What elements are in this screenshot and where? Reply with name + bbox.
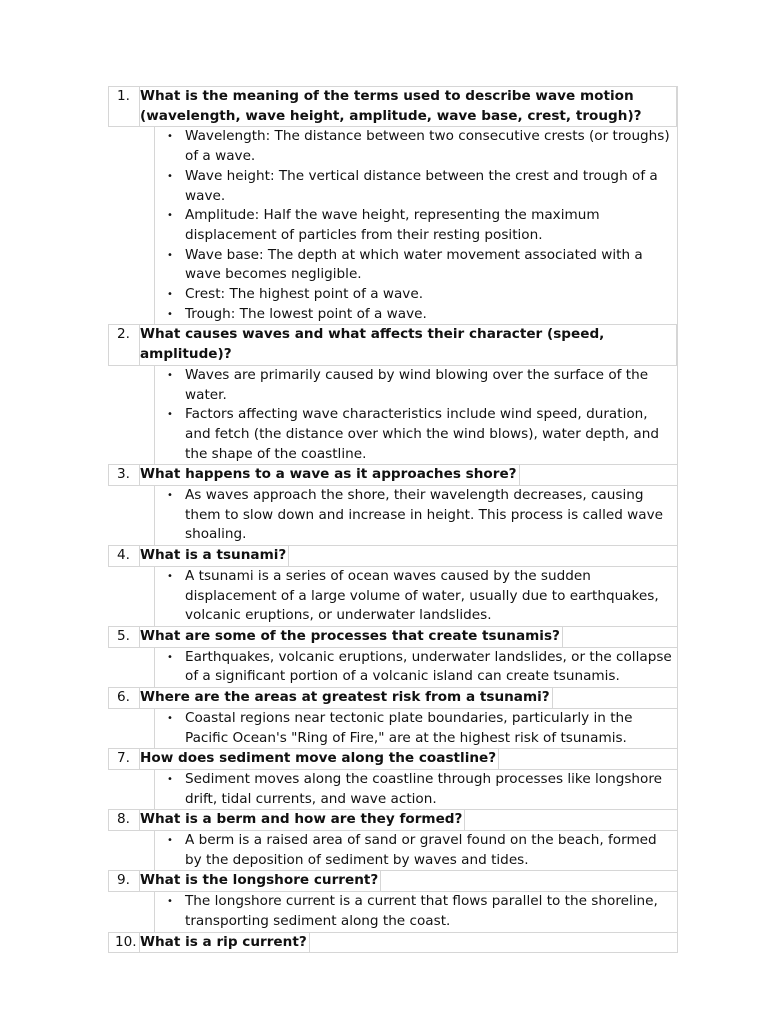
- question-row: [108, 464, 678, 486]
- answer-text: Waves are primarily caused by wind blowing over the surface of the water.: [185, 366, 649, 403]
- answer-block: [154, 647, 678, 688]
- question-text: What causes waves and what affects their character (speed, amplitude)?: [140, 325, 677, 364]
- list-item: [155, 285, 673, 305]
- bullet-icon: •: [167, 570, 173, 582]
- list-item: [155, 167, 673, 206]
- bullet-icon: •: [167, 651, 173, 663]
- list-item: [155, 486, 673, 545]
- answer-block: [154, 126, 678, 325]
- answer-list: [155, 127, 677, 324]
- answer-text: A tsunami is a series of ocean waves caused by the sudden displacement of a large volume of water, usually due to earthquakes, volcanic eruptions, or underwater landslides.: [185, 567, 659, 624]
- question-row: [108, 687, 678, 709]
- question-number: 2.: [109, 325, 140, 364]
- answer-text: As waves approach the shore, their wavelength decreases, causing them to slow down and increase in height. This process is called wave shoaling.: [185, 487, 664, 543]
- question-text: What is a rip current?: [140, 933, 310, 953]
- bullet-icon: •: [167, 308, 173, 320]
- question-row: [108, 86, 678, 127]
- question-number: 3.: [109, 465, 140, 485]
- bullet-icon: •: [167, 369, 173, 381]
- list-item: [155, 127, 673, 166]
- answer-text: Earthquakes, volcanic eruptions, underwater landslides, or the collapse of a significant portion of a volcanic island can create tsunamis.: [185, 648, 672, 685]
- answer-block: [154, 708, 678, 749]
- answer-list: [155, 486, 677, 545]
- question-number: 8.: [109, 810, 140, 830]
- answer-list: [155, 709, 677, 748]
- answer-text: Wavelength: The distance between two consecutive crests (or troughs) of a wave.: [185, 128, 670, 165]
- bullet-icon: •: [167, 210, 173, 222]
- answer-text: Trough: The lowest point of a wave.: [185, 305, 427, 322]
- list-item: [155, 567, 673, 626]
- answer-list: [155, 648, 677, 687]
- bullet-icon: •: [167, 773, 173, 785]
- answer-text: The longshore current is a current that flows parallel to the shoreline, transporting sediment along the coast.: [185, 893, 658, 929]
- list-item: [155, 831, 673, 870]
- bullet-icon: •: [167, 712, 173, 724]
- question-text: What happens to a wave as it approaches shore?: [140, 465, 520, 485]
- answer-block: [154, 365, 678, 466]
- question-row: [108, 809, 678, 831]
- answer-text: Crest: The highest point of a wave.: [185, 286, 424, 303]
- question-number: 5.: [109, 627, 140, 647]
- list-item: [155, 366, 673, 405]
- question-number: 6.: [109, 688, 140, 708]
- question-row: [108, 626, 678, 648]
- bullet-icon: •: [167, 409, 173, 421]
- question-text: Where are the areas at greatest risk from a tsunami?: [140, 688, 553, 708]
- question-number: 9.: [109, 871, 140, 891]
- list-item: [155, 206, 673, 245]
- question-number: 4.: [109, 546, 140, 566]
- question-number: 1.: [109, 87, 140, 126]
- answer-block: [154, 830, 678, 871]
- list-item: [155, 305, 673, 325]
- qa-document: [108, 87, 678, 953]
- bullet-icon: •: [167, 170, 173, 182]
- bullet-icon: •: [167, 289, 173, 301]
- answer-text: Coastal regions near tectonic plate boundaries, particularly in the Pacific Ocean's "Ring of Fire," are at the highest risk of tsunamis.: [185, 709, 633, 746]
- answer-block: [154, 891, 678, 932]
- answer-block: [154, 485, 678, 546]
- question-text: What are some of the processes that create tsunamis?: [140, 627, 563, 647]
- question-row: [108, 324, 678, 365]
- answer-text: Factors affecting wave characteristics include wind speed, duration, and fetch (the distance over which the wind blows), water depth, and the shape of the coastline.: [185, 406, 659, 462]
- answer-block: [154, 769, 678, 810]
- question-number: 7.: [109, 749, 140, 769]
- bullet-icon: •: [167, 131, 173, 143]
- answer-list: [155, 770, 677, 809]
- question-row: [108, 870, 678, 892]
- answer-text: Wave base: The depth at which water movement associated with a wave becomes negligible.: [185, 246, 643, 283]
- question-row: [108, 932, 678, 954]
- answer-list: [155, 831, 677, 870]
- list-item: [155, 648, 673, 687]
- question-row: [108, 545, 678, 567]
- question-text: What is the meaning of the terms used to describe wave motion (wavelength, wave height, amplitude, wave base, crest, trough)?: [140, 87, 677, 126]
- bullet-icon: •: [167, 490, 173, 502]
- question-number: 10.: [109, 933, 140, 953]
- bullet-icon: •: [167, 249, 173, 261]
- answer-text: Sediment moves along the coastline through processes like longshore drift, tidal currents, and wave action.: [185, 770, 663, 807]
- list-item: [155, 770, 673, 809]
- question-text: What is the longshore current?: [140, 871, 381, 891]
- question-text: How does sediment move along the coastline?: [140, 749, 499, 769]
- list-item: [155, 892, 673, 931]
- question-row: [108, 748, 678, 770]
- answer-list: [155, 892, 677, 931]
- list-item: [155, 405, 673, 464]
- question-text: What is a berm and how are they formed?: [140, 810, 465, 830]
- bullet-icon: •: [167, 896, 173, 908]
- answer-list: [155, 567, 677, 626]
- answer-text: A berm is a raised area of sand or gravel found on the beach, formed by the deposition of sediment by waves and tides.: [185, 832, 657, 868]
- bullet-icon: •: [167, 835, 173, 847]
- answer-list: [155, 366, 677, 465]
- answer-text: Wave height: The vertical distance between the crest and trough of a wave.: [185, 167, 658, 204]
- answer-text: Amplitude: Half the wave height, representing the maximum displacement of particles from their resting position.: [185, 207, 600, 243]
- list-item: [155, 246, 673, 285]
- list-item: [155, 709, 673, 748]
- question-text: What is a tsunami?: [140, 546, 289, 566]
- answer-block: [154, 566, 678, 627]
